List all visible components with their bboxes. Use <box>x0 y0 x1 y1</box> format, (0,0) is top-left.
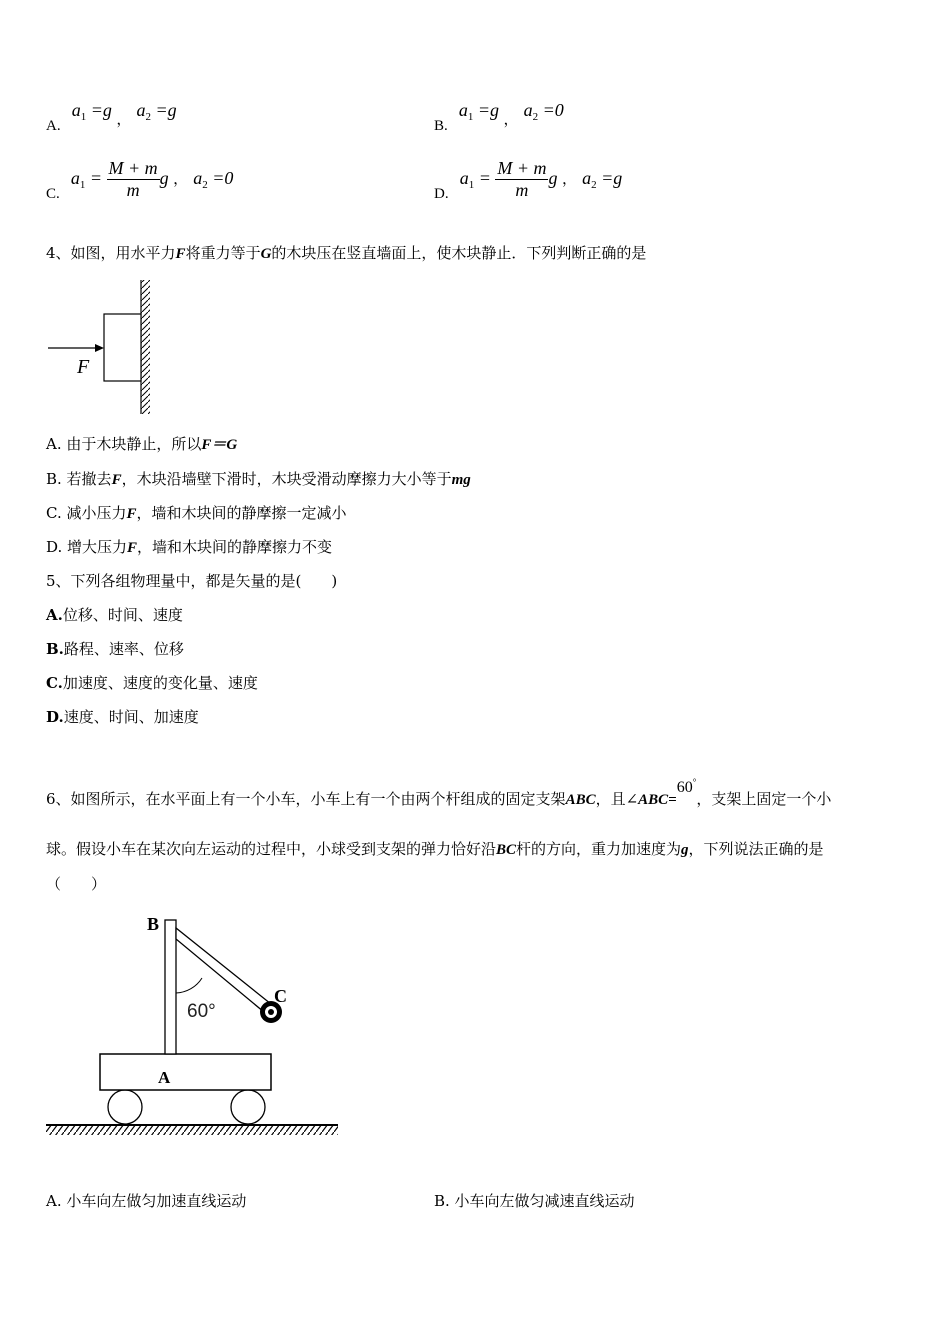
a1-g: g <box>548 167 558 188</box>
q6-bc: BC <box>496 842 517 858</box>
fraction-denominator: m <box>126 180 140 200</box>
symbol-a: a <box>193 167 203 188</box>
fraction-numerator: M + m <box>108 158 158 178</box>
subscript: 1 <box>79 178 86 191</box>
q4-figure <box>40 276 160 418</box>
q6-line1-mid: ，且∠ <box>595 790 639 808</box>
option-text: 速度、时间、加速度 <box>63 708 199 726</box>
q3-option-d <box>434 158 622 201</box>
q6-option-b: B. 小车向左做匀减速直线运动 <box>434 1192 635 1210</box>
a1-value: g <box>102 100 112 120</box>
a2-value: 0 <box>224 167 234 188</box>
equals-sign: = <box>89 167 103 188</box>
force-arrow-head <box>95 344 104 352</box>
q4-option-b <box>46 469 471 490</box>
fraction-denominator: m <box>515 180 529 200</box>
cart-label-a: A <box>158 1068 171 1087</box>
q6-figure <box>40 908 345 1140</box>
q4-option-b-emph2: mg <box>451 472 471 488</box>
option-label: D. <box>46 708 64 726</box>
symbol-a: a <box>523 100 533 120</box>
q5-option-c <box>46 673 258 693</box>
a2-value: g <box>167 100 177 120</box>
force-label: F <box>77 356 90 378</box>
fraction <box>107 158 160 201</box>
math-a2 <box>523 100 564 123</box>
subscript: 2 <box>145 111 151 123</box>
q5-option-a <box>46 605 183 625</box>
option-label: A. <box>46 606 63 624</box>
angle-label: 60° <box>187 1001 216 1022</box>
option-text: 加速度、速度的变化量、速度 <box>62 674 258 692</box>
q4-option-d-tail: ，墙和木块间的静摩擦力不变 <box>137 538 333 556</box>
q6-abc: ABC <box>565 792 596 808</box>
q6-option-a: A. 小车向左做匀加速直线运动 <box>46 1192 247 1210</box>
q4-option-c-text: C. 减小压力 <box>46 504 127 522</box>
q5-option-d <box>46 707 199 727</box>
q6-line-2 <box>46 839 824 860</box>
option-text: 路程、速率、位移 <box>63 640 184 658</box>
angle-number: 60 <box>676 779 693 796</box>
left-wheel <box>108 1090 142 1124</box>
math-a2 <box>582 167 623 191</box>
comma: ， <box>116 110 132 128</box>
q6-g: g <box>681 842 689 858</box>
q6-line1-pre: 6、如图所示，在水平面上有一个小车，小车上有一个由两个杆组成的固定支架 <box>46 790 566 808</box>
equals-sign: = <box>477 100 491 120</box>
subscript: 2 <box>532 111 539 123</box>
subscript: 1 <box>80 111 87 123</box>
symbol-a: a <box>458 100 468 120</box>
symbol-a: a <box>136 100 146 120</box>
equals-sign: = <box>601 167 614 188</box>
q4-option-b-text: B. 若撤去 <box>46 470 112 488</box>
q6-line2-post: ，下列说法正确的是 <box>688 840 824 858</box>
q4-stem-pre: 4、如图，用水平力 <box>46 244 176 262</box>
option-label: B. <box>46 640 64 658</box>
a2-value: g <box>613 167 623 188</box>
option-label: C. <box>46 185 60 202</box>
q6-line2-pre: 球。假设小车在某次向左运动的过程中，小球受到支架的弹力恰好沿 <box>46 840 497 858</box>
comma: ， <box>503 110 519 128</box>
q6-line2-mid: 杆的方向，重力加速度为 <box>516 840 682 858</box>
option-label: C. <box>46 674 63 692</box>
comma: ， <box>173 169 189 188</box>
math-a1 <box>459 158 562 200</box>
comma: ， <box>561 169 577 188</box>
option-label: D. <box>434 185 449 202</box>
q3-option-c <box>46 158 233 201</box>
math-a1 <box>458 100 504 123</box>
equals-sign: = <box>212 167 225 188</box>
angle-arc <box>176 978 202 993</box>
option-label: B. <box>434 118 448 134</box>
option-label: A. <box>46 118 61 134</box>
q4-stem-post: 的木块压在竖直墙面上，使木块静止．下列判断正确的是 <box>271 244 647 262</box>
q4-option-c-emph: F <box>126 506 137 522</box>
q6-answer-blank: （ ） <box>46 875 107 893</box>
q4-option-d-emph: F <box>127 540 138 556</box>
q3-option-a <box>46 100 177 134</box>
subscript: 1 <box>467 111 474 123</box>
math-a1 <box>71 100 117 123</box>
label-c: C <box>274 986 287 1006</box>
fraction <box>495 158 548 201</box>
wood-block <box>104 314 141 381</box>
q4-stem <box>46 243 646 264</box>
symbol-a: a <box>70 167 80 188</box>
q6-line1-post: ，支架上固定一个小 <box>696 790 832 808</box>
equals-sign: = <box>542 100 555 120</box>
wall-hatching <box>141 280 150 414</box>
q4-weight-symbol: G <box>260 246 272 262</box>
symbol-a: a <box>459 167 469 188</box>
ground-hatching <box>46 1126 338 1135</box>
ball-c-core <box>268 1009 274 1015</box>
q4-option-a <box>46 434 237 455</box>
q4-option-b-tail: ，木块沿墙壁下滑时，木块受滑动摩擦力大小等于 <box>121 470 452 488</box>
equals-sign: = <box>155 100 168 120</box>
symbol-a: a <box>582 167 592 188</box>
subscript: 2 <box>591 178 597 191</box>
q4-force-symbol: F <box>175 246 186 262</box>
q4-option-c <box>46 503 347 524</box>
equals-sign: = <box>90 100 103 120</box>
option-text: 位移、时间、速度 <box>62 606 183 624</box>
cart-body <box>100 1054 271 1090</box>
subscript: 2 <box>202 178 208 191</box>
math-a1 <box>70 158 173 200</box>
q4-option-b-emph: F <box>111 472 122 488</box>
q4-stem-mid: 将重力等于 <box>185 244 261 262</box>
a1-g: g <box>159 167 169 188</box>
equals-sign: = <box>478 167 491 188</box>
q4-option-d-text: D. 增大压力 <box>46 538 128 556</box>
q4-option-d <box>46 537 332 558</box>
right-wheel <box>231 1090 265 1124</box>
q5-option-b <box>46 639 184 659</box>
q6-line-1 <box>46 777 832 811</box>
a1-value: g <box>490 100 500 120</box>
q6-abc-angle: ABC= <box>638 792 677 808</box>
degree-sign: ° <box>692 777 697 787</box>
q4-option-c-tail: ，墙和木块间的静摩擦一定减小 <box>136 504 347 522</box>
math-a2 <box>193 167 234 191</box>
q5-stem: 5、下列各组物理量中，都是矢量的是( ) <box>46 572 338 590</box>
q6-angle-value <box>677 779 697 796</box>
q4-option-a-text: A. 由于木块静止，所以 <box>46 435 202 453</box>
math-a2 <box>136 100 177 123</box>
q4-option-a-emph: F＝G <box>201 437 238 453</box>
subscript: 1 <box>468 178 475 191</box>
symbol-a: a <box>71 100 81 120</box>
label-b: B <box>147 914 160 934</box>
fraction-numerator: M + m <box>497 158 547 178</box>
rod-ab <box>165 920 176 1054</box>
a2-value: 0 <box>554 100 564 120</box>
q3-option-b <box>434 100 564 134</box>
